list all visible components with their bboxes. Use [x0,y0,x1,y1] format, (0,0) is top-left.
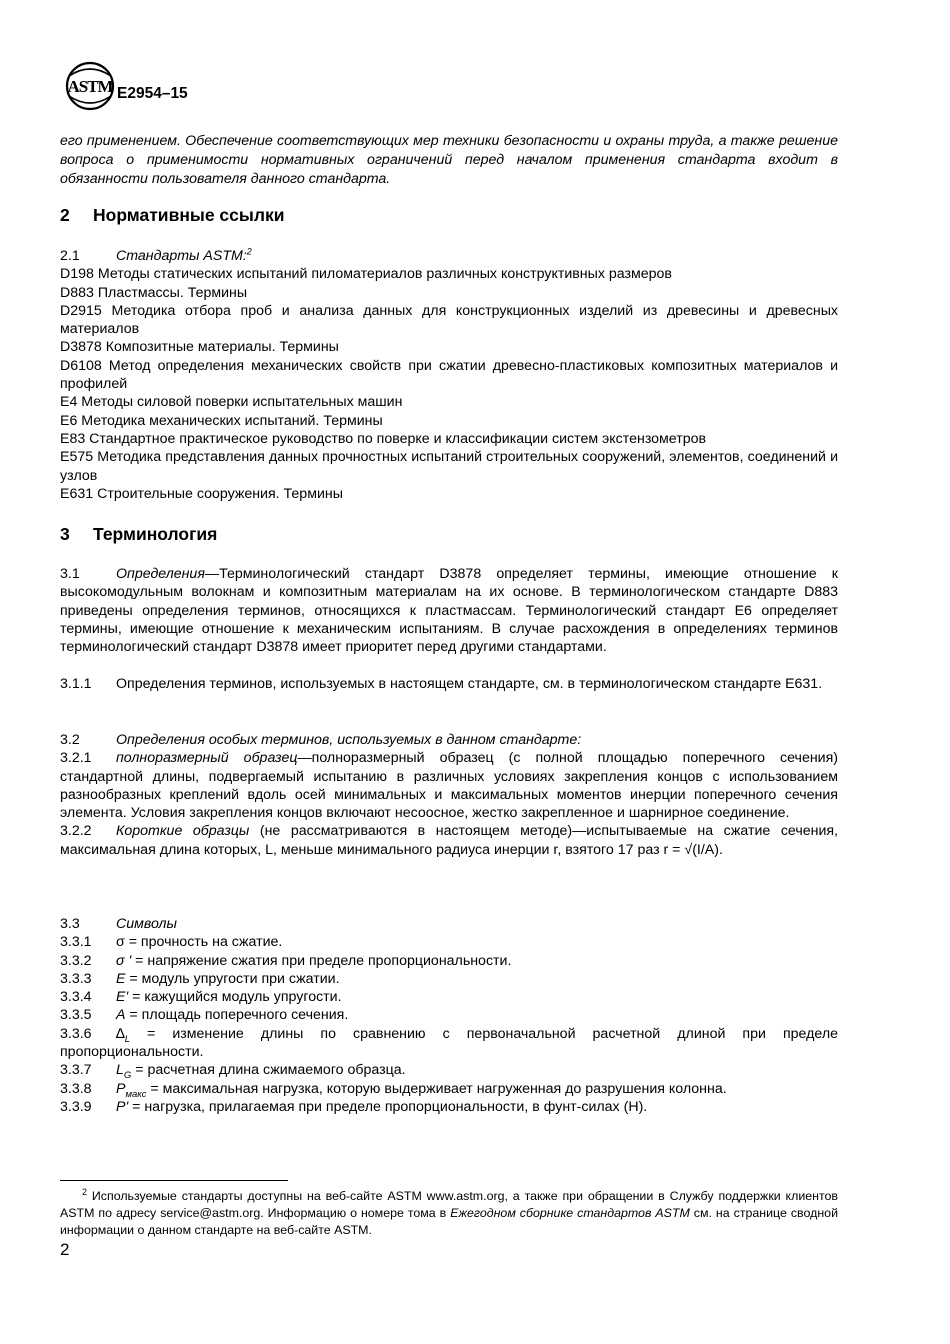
reference-item: D883 Пластмассы. Термины [60,284,248,301]
reference-item: E631 Строительные сооружения. Термины [60,485,343,502]
references-list [60,247,838,503]
symbol-item: 3.3.5 A = площадь поперечного сечения. [60,1007,349,1024]
reference-item: D2915 Методика отбора проб и анализа данных для конструкционных изделий из древесины и древесных материалов [60,302,838,338]
reference-item: E83 Стандартное практическое руководство по поверке и классификации систем экстензометров [60,430,707,447]
paragraph-3-1: 3.1 Определения—Терминологический стандарт D3878 определяет термины, имеющие отношение к высокомодульным волокнам и композитным материалам на их основе. В терминологическом стандарте D883 приведены определения терминов, относящихся к пластмассам. Терминологический стандарт E6 определяет термины, имеющие отношение к механическим испытаниям. В случае расхождения в определениях терминов терминологический стандарт D3878 имеет приоритет перед другими стандартами. [60,566,838,656]
intro-paragraph: его применением. Обеспечение соответствующих мер техники безопасности и охраны труда, а также решение вопроса о применимости нормативных ограничений перед началом применения стандарта входит в обязанности пользователя данного стандарта. [60,133,838,187]
section-number: 3 [60,524,70,544]
paragraph-3-1-1: 3.1.1 Определения терминов, используемых в настоящем стандарте, см. в терминологическом стандарте E631. [60,676,823,692]
paragraph-3-2: 3.2 Определения особых терминов, используемых в данном стандарте: 3.2.1 полноразмерный образец—полноразмерный образец (с полной площадью поперечного сечения) стандартной длины, подвергаемый испытанию в различных условиях закрепления концов с использованием разнообразных креплений вдоль осей минимальных и максимальных моментов инерции поперечного сечения элемента. Условия закрепления концов включают несоосное, жестко закрепленное и шарнирное соединение. 3.2.2 Короткие образцы (не рассматриваются в настоящем методе)—испытываемые на сжатие сечения, максимальная длина которых, L, меньше минимального радиуса инерции r, взятого 17 раз r = √(I/A). [60,732,838,858]
symbol-item: 3.3.4 E' = кажущийся модуль упругости. [60,989,342,1006]
symbol-item: 3.3.2 σ ' = напряжение сжатия при пределе пропорциональности. [60,952,512,969]
section-title: Нормативные ссылки [93,205,285,225]
section-2-heading [60,205,284,226]
section-title: Терминология [93,524,218,544]
page-number: 2 [60,1240,70,1259]
symbol-item: 3.3.3 E = модуль упругости при сжатии. [60,970,340,987]
reference-item: D6108 Метод определения механических свойств при сжатии древесно-пластиковых композитных материалов и профилей [60,357,838,393]
page-header [60,60,360,112]
reference-item: D3878 Композитные материалы. Термины [60,339,339,356]
reference-item: E4 Методы силовой поверки испытательных машин [60,394,403,411]
svg-text:ASTM: ASTM [67,77,113,96]
reference-item: D198 Методы статических испытаний пиломатериалов различных конструктивных размеров [60,266,672,283]
section-3-heading [60,524,217,545]
symbol-item: 3.3.1 σ = прочность на сжатие. [60,934,283,951]
symbol-item: 3.3.8 $P_{макс}$ = максимальная нагрузка, которую выдерживает нагруженная до разрушения колонна. [60,1080,727,1100]
reference-item: E575 Методика представления данных прочностных испытаний строительных сооружений, элементов, соединений и узлов [60,449,838,484]
symbols-list: 3.3 Символы 3.3.1 σ = прочность на сжатие. 3.3.2 σ ' = напряжение сжатия при пределе пропорциональности. 3.3.3 E = модуль упругости при сжатии. 3.3.4 E' = кажущийся модуль упругости. 3.3.5 A = площадь поперечного сечения. 3.3.6 $\Delta_L$ = изменение длины по сравнению с первоначальной расчетной длиной при пределе пропорциональности. 3.3.7 $L_G$ = расчетная длина сжимаемого образца. 3.3.8 $P_{макс}$ = максимальная нагрузка, которую выдерживает нагруженная до разрушения колонна. 3.3.9 P' = нагрузка, прилагаемая при пределе пропорциональности, в фунт-силах (Н). [60,916,838,1115]
astm-logo [60,60,120,112]
footnote: $^2$ Используемые стандарты доступны на веб-сайте ASTM www.astm.org, а также при обращении в Службу поддержки клиентов ASTM по адресу service@astm.org. Информацию о номере тома в Ежегодном сборнике стандартов ASTM см. на странице сводной информации о данном стандарте на веб-сайте ASTM. [60,1186,838,1237]
symbol-item: 3.3.9 P' = нагрузка, прилагаемая при пределе пропорциональности, в фунт-силах (Н). [60,1098,648,1115]
section-number: 2 [60,205,70,225]
reference-item: E6 Методика механических испытаний. Термины [60,412,383,429]
document-number: E2954–15 [117,85,188,102]
symbol-item: 3.3.7 $L_G$ = расчетная длина сжимаемого образца. [60,1062,406,1082]
footnote-divider [60,1180,288,1181]
subsection-2-1: 2.1 Стандарты ASTM:$^2$ [60,246,252,264]
footnote-ref: 2 [246,246,252,257]
symbol-item: 3.3.6 $\Delta_L$ = изменение длины по сравнению с первоначальной расчетной длиной при пределе пропорциональности. [60,1025,838,1061]
